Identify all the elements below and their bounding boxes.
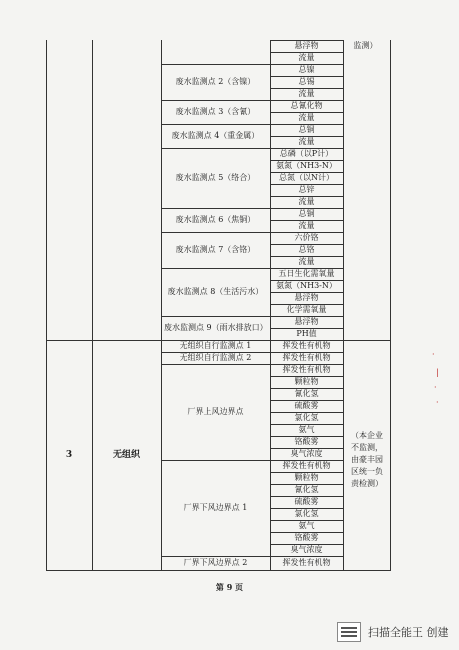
monitoring-item-cell: 流量 xyxy=(298,221,315,230)
monitoring-point-cell: 废水监测点 2（含镍） xyxy=(175,77,256,86)
monitoring-item-cell: 挥发性有机物 xyxy=(282,365,331,374)
margin-mark-3: · xyxy=(434,383,437,392)
monitoring-item-cell: 总氮（以N计） xyxy=(279,173,334,182)
monitoring-item-cell: 氨氮（NH3-N） xyxy=(276,281,337,290)
monitoring-item-cell: 悬浮物 xyxy=(294,293,319,302)
margin-mark-1: · xyxy=(432,350,435,359)
remarks-cell-bottom: （本企业不监测，由豪丰园区统一负责检测） xyxy=(351,431,383,488)
monitoring-item-cell: 臭气浓度 xyxy=(290,545,323,554)
monitoring-item-cell: 悬浮物 xyxy=(294,41,319,50)
monitoring-item-cell: 铬酸雾 xyxy=(294,437,319,446)
category-cell: 无组织 xyxy=(112,450,140,460)
monitoring-item-cell: 颗粒物 xyxy=(294,473,319,482)
monitoring-item-cell: 流量 xyxy=(298,89,315,98)
margin-mark-2: | xyxy=(436,368,439,377)
monitoring-item-cell: 氰化氢 xyxy=(294,485,319,494)
monitoring-point-cell: 无组织自行监测点 1 xyxy=(179,341,252,350)
monitoring-item-cell: 氯化氢 xyxy=(294,509,319,518)
scanner-logo-icon xyxy=(337,622,361,642)
page-number: 第 9 页 xyxy=(215,582,244,592)
monitoring-point-cell: 废水监测点 7（含铬） xyxy=(175,245,256,254)
watermark-text: 扫描全能王 创建 xyxy=(368,626,449,639)
monitoring-point-cell: 废水监测点 6（焦铜） xyxy=(175,215,256,224)
monitoring-item-cell: 总氰化物 xyxy=(290,101,323,110)
table-vertical-rule xyxy=(390,40,391,570)
monitoring-item-cell: 六价铬 xyxy=(294,233,319,242)
monitoring-item-cell: 挥发性有机物 xyxy=(282,353,331,362)
monitoring-item-cell: 总铬 xyxy=(298,245,315,254)
monitoring-point-cell: 废水监测点 5（络合） xyxy=(175,173,256,182)
monitoring-item-cell: 五日生化需氧量 xyxy=(278,269,335,278)
monitoring-item-cell: 颗粒物 xyxy=(294,377,319,386)
monitoring-point-cell: 厂界上风边界点 xyxy=(187,407,244,416)
monitoring-item-cell: 悬浮物 xyxy=(294,317,319,326)
monitoring-item-cell: 铬酸雾 xyxy=(294,533,319,542)
monitoring-item-cell: 流量 xyxy=(298,113,315,122)
monitoring-item-cell: 化学需氧量 xyxy=(286,305,327,314)
monitoring-item-cell: 氰化氢 xyxy=(294,389,319,398)
remarks-cell-top: 监测） xyxy=(353,41,378,50)
monitoring-item-cell: 挥发性有机物 xyxy=(282,558,331,567)
monitoring-item-cell: 流量 xyxy=(298,257,315,266)
monitoring-item-cell: 硫酸雾 xyxy=(294,401,319,410)
monitoring-item-cell: 总镍 xyxy=(298,65,315,74)
margin-mark-4: · xyxy=(436,398,439,407)
monitoring-point-cell: 厂界下风边界点 2 xyxy=(183,558,248,567)
monitoring-item-cell: 总磷（以P计） xyxy=(279,149,334,158)
monitoring-item-cell: 臭气浓度 xyxy=(290,449,323,458)
monitoring-point-cell: 厂界下风边界点 1 xyxy=(183,503,248,512)
monitoring-item-cell: 氨气 xyxy=(298,521,315,530)
monitoring-item-cell: PH值 xyxy=(296,329,317,338)
row-number-cell: 3 xyxy=(65,450,73,460)
monitoring-item-cell: 硫酸雾 xyxy=(294,497,319,506)
table-vertical-rule xyxy=(343,40,344,570)
monitoring-point-cell: 废水监测点 8（生活污水） xyxy=(167,287,264,296)
monitoring-point-cell: 无组织自行监测点 2 xyxy=(179,353,252,362)
monitoring-item-cell: 氨氮（NH3-N） xyxy=(276,161,337,170)
monitoring-point-cell: 废水监测点 3（含氰） xyxy=(175,107,256,116)
monitoring-item-cell: 流量 xyxy=(298,197,315,206)
monitoring-item-cell: 挥发性有机物 xyxy=(282,341,331,350)
monitoring-item-cell: 流量 xyxy=(298,53,315,62)
monitoring-item-cell: 总锡 xyxy=(298,77,315,86)
monitoring-item-cell: 总锌 xyxy=(298,185,315,194)
monitoring-item-cell: 氨气 xyxy=(298,425,315,434)
monitoring-point-cell: 废水监测点 4（重金属） xyxy=(171,131,260,140)
monitoring-item-cell: 氯化氢 xyxy=(294,413,319,422)
monitoring-item-cell: 总铜 xyxy=(298,209,315,218)
monitoring-point-cell: 废水监测点 9（雨水排放口） xyxy=(164,323,268,332)
monitoring-item-cell: 挥发性有机物 xyxy=(282,461,331,470)
monitoring-item-cell: 流量 xyxy=(298,137,315,146)
monitoring-item-cell: 总铜 xyxy=(298,125,315,134)
table-horizontal-rule xyxy=(46,570,391,571)
